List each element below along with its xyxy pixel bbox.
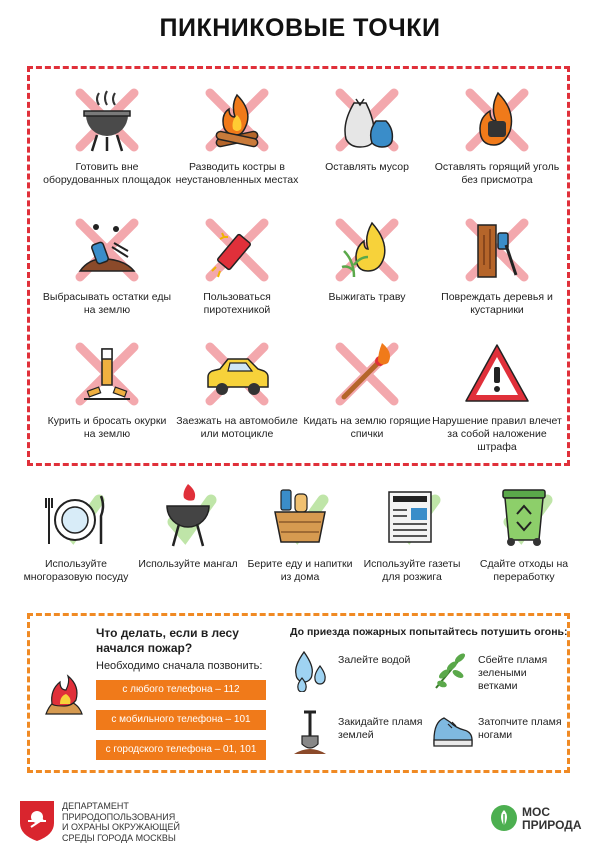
forbidden-label: Кидать на землю горящие спички bbox=[303, 415, 431, 440]
forbidden-item bbox=[432, 85, 562, 187]
allowed-label: Берите еду и напитки из дома bbox=[247, 558, 353, 583]
food-waste-icon bbox=[72, 215, 142, 285]
forbidden-label: Готовить вне оборудованных площадок bbox=[43, 161, 171, 186]
tip-label: Сбейте пламя зелеными ветками bbox=[478, 654, 548, 692]
page-title: ПИКНИКОВЫЕ ТОЧКИ bbox=[159, 14, 441, 42]
forbidden-item bbox=[432, 215, 562, 317]
recycling-bin-icon bbox=[489, 482, 559, 552]
tip-label: Залейте водой bbox=[338, 654, 411, 666]
tree-damage-icon bbox=[462, 215, 532, 285]
forbidden-label: Курить и бросать окурки на землю bbox=[47, 415, 167, 440]
burning-grass-icon bbox=[332, 215, 402, 285]
forbidden-label: Нарушение правил влечет за собой наложение штрафа bbox=[432, 415, 562, 453]
allowed-item bbox=[356, 482, 468, 584]
forbidden-item bbox=[302, 339, 432, 441]
forbidden-item bbox=[42, 215, 172, 317]
fire-tip bbox=[290, 648, 420, 697]
shovel-icon bbox=[290, 710, 330, 756]
allowed-label: Сдайте отходы на переработку bbox=[479, 558, 569, 583]
forbidden-label: Выбрасывать остатки еды на землю bbox=[42, 291, 172, 316]
grill-icon bbox=[72, 85, 142, 155]
warning-icon bbox=[462, 339, 532, 409]
mospriroda-logo-icon bbox=[490, 804, 518, 832]
campfire-icon bbox=[202, 85, 272, 155]
moscow-coat-of-arms-icon bbox=[18, 799, 56, 841]
grill-bbq-icon bbox=[153, 482, 223, 552]
before-firefighters-text: До приезда пожарных попытайтесь потушить огонь: bbox=[290, 626, 568, 638]
allowed-label: Используйте газеты для розжига bbox=[363, 558, 461, 583]
forbidden-label: Повреждать деревья и кустарники bbox=[441, 291, 553, 316]
fire-question: Что делать, если в лесу начался пожар? bbox=[96, 626, 239, 655]
department-name: ДЕПАРТАМЕНТ ПРИРОДОПОЛЬЗОВАНИЯ И ОХРАНЫ ОКРУЖАЮЩЕЙ СРЕДЫ ГОРОДА МОСКВЫ bbox=[62, 801, 181, 843]
fire-tip bbox=[430, 648, 560, 697]
trash-bags-icon bbox=[332, 85, 402, 155]
water-drops-icon bbox=[290, 648, 330, 692]
allowed-item bbox=[468, 482, 580, 584]
firework-icon bbox=[202, 215, 272, 285]
dishes-icon bbox=[41, 482, 111, 552]
burning-coal-icon bbox=[462, 85, 532, 155]
forbidden-item bbox=[172, 215, 302, 317]
sneaker-icon bbox=[430, 710, 474, 750]
green-branch-icon bbox=[430, 648, 470, 692]
brand-name: МОС ПРИРОДА bbox=[522, 805, 582, 832]
forbidden-item bbox=[302, 215, 432, 304]
allowed-item bbox=[244, 482, 356, 584]
forbidden-label: Оставлять горящий уголь без присмотра bbox=[434, 161, 560, 186]
forbidden-item bbox=[42, 339, 172, 441]
tip-label: Закидайте пламя землей bbox=[338, 716, 423, 741]
allowed-label: Используйте многоразовую посуду bbox=[23, 558, 129, 583]
allowed-item bbox=[132, 482, 244, 571]
car-icon bbox=[202, 339, 272, 409]
phone-landline[interactable]: с городского телефона – 01, 101 bbox=[96, 740, 266, 760]
phone-mobile[interactable]: с мобильного телефона – 101 bbox=[96, 710, 266, 730]
forbidden-item bbox=[42, 85, 172, 187]
forbidden-label: Выжигать траву bbox=[328, 291, 406, 303]
fire-tip bbox=[430, 710, 560, 755]
allowed-actions bbox=[20, 482, 580, 602]
forbidden-item bbox=[172, 85, 302, 187]
picnic-basket-icon bbox=[265, 482, 335, 552]
forbidden-item bbox=[302, 85, 432, 174]
forbidden-label: Разводить костры в неустановленных местах bbox=[175, 161, 299, 186]
forbidden-item bbox=[172, 339, 302, 441]
cigarette-icon bbox=[72, 339, 142, 409]
tip-label: Затопчите пламя ногами bbox=[478, 716, 562, 741]
forbidden-label: Пользоваться пиротехникой bbox=[203, 291, 271, 316]
allowed-item bbox=[20, 482, 132, 584]
call-first-text: Необходимо сначала позвонить: bbox=[96, 660, 263, 672]
forbidden-actions-panel bbox=[27, 66, 570, 466]
fire-emergency-panel bbox=[27, 613, 570, 773]
forbidden-label: Оставлять мусор bbox=[325, 161, 409, 173]
fire-tip bbox=[290, 710, 423, 761]
allowed-label: Используйте мангал bbox=[138, 558, 238, 570]
match-icon bbox=[332, 339, 402, 409]
newspaper-icon bbox=[377, 482, 447, 552]
forest-fire-icon bbox=[42, 674, 86, 716]
forbidden-label: Заезжать на автомобиле или мотоцикле bbox=[176, 415, 298, 440]
forbidden-item bbox=[432, 339, 562, 454]
phone-any[interactable]: с любого телефона – 112 bbox=[96, 680, 266, 700]
